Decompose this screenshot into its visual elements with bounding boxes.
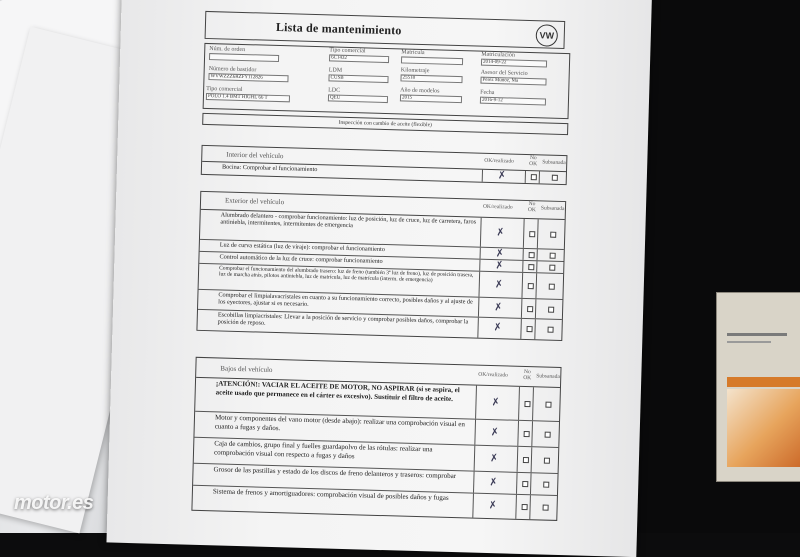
title-box bbox=[205, 11, 566, 49]
checkbox-subsanada[interactable] bbox=[550, 231, 556, 237]
checkbox-no-ok[interactable] bbox=[527, 326, 533, 332]
section-exterior bbox=[196, 191, 566, 341]
col-ok: OK/realizado bbox=[484, 157, 514, 165]
checkbox-subsanada[interactable] bbox=[545, 401, 551, 407]
checklist-row: Caja de cambios, grupo final y fuelles guardapolvo de las rótulas: realizar una comprobación visual con respecto a fugas y daños ✗ bbox=[194, 438, 559, 474]
col-subsanada: Subsanada bbox=[536, 373, 560, 380]
checklist-row: Control automático de la luz de cruce: comprobar funcionamiento ✗ bbox=[199, 252, 563, 274]
page-title: Lista de mantenimiento bbox=[275, 19, 402, 37]
section-title: Exterior del vehículo bbox=[224, 196, 285, 207]
checkbox-subsanada[interactable] bbox=[547, 327, 553, 333]
check-mark-icon: ✗ bbox=[490, 396, 501, 409]
col-ok: OK/realizado bbox=[478, 371, 508, 379]
section-title: Interior del vehículo bbox=[226, 150, 284, 161]
checkbox-subsanada[interactable] bbox=[552, 175, 558, 181]
checkbox-no-ok[interactable] bbox=[529, 231, 535, 237]
checklist-row: Sistema de frenos y amortiguadores: comprobación visual de posibles daños y fugas ✗ bbox=[192, 486, 557, 520]
check-mark-icon: ✗ bbox=[493, 301, 504, 314]
checklist-row: Escobillas limpiacristales: Llevar a la posición de servicio y comprobar posibles daños, comprobar la posición de reposo. ✗ bbox=[197, 310, 561, 340]
check-mark-icon: ✗ bbox=[497, 169, 507, 182]
col-subsanada: Subsanada bbox=[542, 159, 566, 167]
field-ano-modelo: Año de modelos 2015 bbox=[400, 87, 462, 103]
checklist-row: Luz de curva estática (luz de viraje): comprobar el funcionamiento ✗ bbox=[200, 240, 564, 262]
vehicle-info bbox=[203, 43, 571, 119]
check-mark-icon: ✗ bbox=[488, 499, 498, 512]
checkbox-no-ok[interactable] bbox=[531, 174, 537, 180]
field-matricula: Matrícula bbox=[401, 49, 463, 65]
col-subsanada: Subsanada bbox=[540, 205, 565, 213]
checkbox-no-ok[interactable] bbox=[524, 401, 530, 407]
booklet-line bbox=[727, 341, 771, 343]
field-kilometraje: Kilometraje 25518 bbox=[400, 67, 462, 83]
booklet-map bbox=[727, 389, 800, 467]
vw-logo-icon: VW bbox=[535, 24, 558, 47]
checkbox-no-ok[interactable] bbox=[529, 252, 535, 258]
check-mark-icon: ✗ bbox=[488, 476, 499, 489]
checkbox-subsanada[interactable] bbox=[549, 264, 555, 270]
checkbox-no-ok[interactable] bbox=[528, 264, 534, 270]
checkbox-subsanada[interactable] bbox=[543, 505, 549, 511]
field-ldm: LDM CUSB bbox=[328, 67, 388, 83]
field-asesor: Asesor del Servicio Perez Muñoz, Ma bbox=[480, 70, 546, 86]
maintenance-sheet bbox=[106, 0, 651, 557]
watermark-logo: motor.es bbox=[14, 492, 94, 514]
col-no-ok: No OK bbox=[527, 201, 536, 214]
checklist-row: Comprobar el funcionamiento del alumbrado trasero: luz de freno (también 3ª luz de freno), luz de posición trasera, luz de marcha atrás, pilotos antiniebla, luz de matrícula, luz de matrícula (interm. de emergencia) ✗ bbox=[199, 264, 564, 300]
booklet-line bbox=[727, 333, 787, 336]
check-mark-icon: ✗ bbox=[489, 452, 499, 465]
inspection-title: Inspección con cambio de aceite (flexible) bbox=[202, 113, 568, 135]
field-num-bastidor: Número de bastidor WVWZZZ6RZFY112826 bbox=[208, 66, 288, 82]
field-ldc: LDC QEU bbox=[328, 87, 388, 103]
checkbox-subsanada[interactable] bbox=[544, 457, 550, 463]
check-mark-icon: ✗ bbox=[490, 426, 500, 439]
checklist-row: Grosor de las pastillas y estado de los discos de freno delanteros y traseros: comprobar ✗ bbox=[193, 464, 557, 496]
check-mark-icon: ✗ bbox=[495, 226, 506, 239]
checklist-row: Bocina: Comprobar el funcionamiento ✗ bbox=[202, 162, 566, 184]
checklist-row: Comprobar el limpialavacristales en cuanto a su funcionamiento correcto, posibles daños y al ajuste de los eyectores, ajustar si es necesario. ✗ bbox=[198, 290, 562, 320]
field-num-orden: Núm. de orden bbox=[209, 46, 279, 62]
checkbox-subsanada[interactable] bbox=[550, 252, 556, 258]
checkbox-subsanada[interactable] bbox=[548, 306, 554, 312]
field-matriculacion: Matriculación 2014-09-22 bbox=[481, 52, 547, 68]
checklist-row: Motor y componentes del vano motor (desde abajo): realizar una comprobación visual en cuanto a fugas y daños. ✗ bbox=[194, 412, 559, 448]
checkbox-no-ok[interactable] bbox=[527, 306, 533, 312]
checkbox-subsanada[interactable] bbox=[549, 283, 555, 289]
booklet-stripe bbox=[727, 377, 800, 387]
checklist-row: Alumbrado delantero - comprobar funcionamiento: luz de posición, luz de cruce, luz de carretera, faros antiniebla, intermitentes, intermitentes de emergencia ✗ bbox=[200, 210, 565, 250]
checkbox-no-ok[interactable] bbox=[524, 430, 530, 436]
service-booklet bbox=[716, 292, 800, 482]
checkbox-subsanada[interactable] bbox=[543, 481, 549, 487]
checkbox-no-ok[interactable] bbox=[523, 456, 529, 462]
checkbox-no-ok[interactable] bbox=[522, 504, 528, 510]
checkbox-no-ok[interactable] bbox=[528, 283, 534, 289]
section-bajos bbox=[191, 357, 561, 521]
section-interior bbox=[201, 145, 568, 185]
section-title: Bajos del vehículo bbox=[220, 364, 273, 374]
checklist-row: ¡ATENCIÓN!: VACIAR EL ACEITE DE MOTOR, NO ASPIRAR (si se aspira, el aceite usado que permanece en el cárter es excesivo). Sustituir el filtro de aceite. ✗ bbox=[195, 378, 560, 422]
check-mark-icon: ✗ bbox=[494, 278, 504, 291]
field-tipo-comercial: Tipo comercial 6C1432 bbox=[329, 47, 389, 63]
check-mark-icon: ✗ bbox=[494, 259, 505, 272]
col-no-ok: No OK bbox=[529, 155, 538, 168]
col-ok: OK/realizado bbox=[482, 203, 513, 211]
field-fecha: Fecha 2016-9-12 bbox=[480, 90, 546, 106]
field-tipo-comercial-2: Tipo comercial POLO 1.4 BMT HIGHL 66 T bbox=[206, 86, 290, 102]
checkbox-no-ok[interactable] bbox=[522, 480, 528, 486]
check-mark-icon: ✗ bbox=[495, 247, 505, 260]
check-mark-icon: ✗ bbox=[493, 321, 503, 334]
col-no-ok: No OK bbox=[523, 368, 532, 382]
checkbox-subsanada[interactable] bbox=[545, 431, 551, 437]
